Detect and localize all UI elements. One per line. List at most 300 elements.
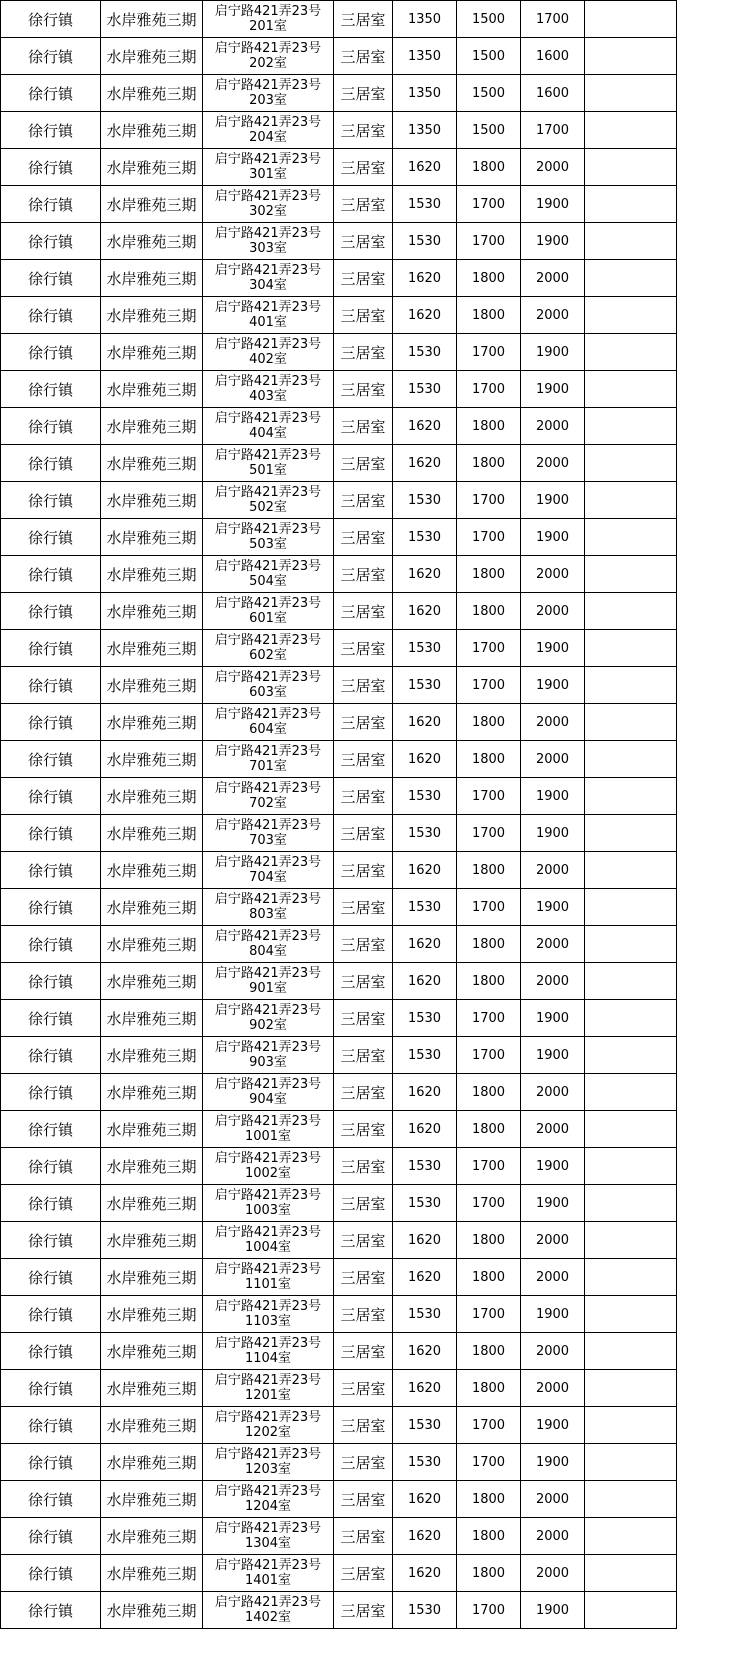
address-line: 启宁路421弄23号 bbox=[214, 263, 322, 278]
price-cell-3: 2000 bbox=[521, 1370, 585, 1407]
empty-cell bbox=[585, 778, 677, 815]
price-cell-3: 2000 bbox=[521, 1518, 585, 1555]
estate-cell: 水岸雅苑三期 bbox=[101, 1481, 203, 1518]
price-cell-2: 1800 bbox=[457, 1222, 521, 1259]
table-row bbox=[1, 1370, 677, 1407]
price-cell-2: 1700 bbox=[457, 186, 521, 223]
layout-cell: 三居室 bbox=[334, 445, 393, 482]
empty-cell bbox=[585, 1222, 677, 1259]
room-line: 201室 bbox=[249, 19, 287, 34]
address-line: 启宁路421弄23号 bbox=[214, 1188, 322, 1203]
empty-cell bbox=[585, 112, 677, 149]
table-row bbox=[1, 1592, 677, 1629]
price-cell-3: 1900 bbox=[521, 630, 585, 667]
price-cell-2: 1800 bbox=[457, 593, 521, 630]
empty-cell bbox=[585, 667, 677, 704]
price-cell-1: 1530 bbox=[393, 186, 457, 223]
table-row bbox=[1, 963, 677, 1000]
layout-cell: 三居室 bbox=[334, 852, 393, 889]
empty-cell bbox=[585, 1111, 677, 1148]
layout-cell: 三居室 bbox=[334, 38, 393, 75]
town-cell: 徐行镇 bbox=[1, 556, 101, 593]
layout-cell: 三居室 bbox=[334, 1333, 393, 1370]
empty-cell bbox=[585, 334, 677, 371]
room-line: 303室 bbox=[249, 241, 287, 256]
table-row bbox=[1, 408, 677, 445]
town-cell: 徐行镇 bbox=[1, 445, 101, 482]
price-cell-3: 2000 bbox=[521, 445, 585, 482]
address-line: 启宁路421弄23号 bbox=[214, 929, 322, 944]
price-cell-3: 1900 bbox=[521, 1407, 585, 1444]
town-cell: 徐行镇 bbox=[1, 1111, 101, 1148]
price-cell-3: 1700 bbox=[521, 112, 585, 149]
town-cell: 徐行镇 bbox=[1, 1407, 101, 1444]
price-cell-3: 2000 bbox=[521, 1259, 585, 1296]
price-cell-2: 1700 bbox=[457, 519, 521, 556]
price-cell-2: 1500 bbox=[457, 1, 521, 38]
price-cell-3: 2000 bbox=[521, 741, 585, 778]
price-cell-1: 1530 bbox=[393, 1185, 457, 1222]
price-cell-1: 1620 bbox=[393, 704, 457, 741]
address-cell bbox=[203, 519, 334, 556]
price-cell-1: 1620 bbox=[393, 852, 457, 889]
room-line: 702室 bbox=[249, 796, 287, 811]
empty-cell bbox=[585, 1481, 677, 1518]
layout-cell: 三居室 bbox=[334, 371, 393, 408]
address-line: 启宁路421弄23号 bbox=[214, 966, 322, 981]
price-cell-1: 1530 bbox=[393, 371, 457, 408]
room-line: 1202室 bbox=[244, 1425, 292, 1440]
empty-cell bbox=[585, 186, 677, 223]
room-line: 503室 bbox=[249, 537, 287, 552]
price-cell-3: 2000 bbox=[521, 408, 585, 445]
empty-cell bbox=[585, 1296, 677, 1333]
town-cell: 徐行镇 bbox=[1, 963, 101, 1000]
estate-cell: 水岸雅苑三期 bbox=[101, 778, 203, 815]
price-cell-3: 2000 bbox=[521, 149, 585, 186]
room-line: 704室 bbox=[249, 870, 287, 885]
price-cell-2: 1700 bbox=[457, 1407, 521, 1444]
empty-cell bbox=[585, 519, 677, 556]
town-cell: 徐行镇 bbox=[1, 1481, 101, 1518]
layout-cell: 三居室 bbox=[334, 667, 393, 704]
price-cell-2: 1800 bbox=[457, 1259, 521, 1296]
address-cell bbox=[203, 1000, 334, 1037]
table-row bbox=[1, 1222, 677, 1259]
layout-cell: 三居室 bbox=[334, 815, 393, 852]
empty-cell bbox=[585, 75, 677, 112]
empty-cell bbox=[585, 1518, 677, 1555]
table-row bbox=[1, 1481, 677, 1518]
estate-cell: 水岸雅苑三期 bbox=[101, 1148, 203, 1185]
address-line: 启宁路421弄23号 bbox=[214, 448, 322, 463]
price-cell-1: 1350 bbox=[393, 112, 457, 149]
address-line: 启宁路421弄23号 bbox=[214, 337, 322, 352]
layout-cell: 三居室 bbox=[334, 1555, 393, 1592]
address-line: 启宁路421弄23号 bbox=[214, 152, 322, 167]
town-cell: 徐行镇 bbox=[1, 667, 101, 704]
price-cell-2: 1800 bbox=[457, 297, 521, 334]
price-cell-2: 1700 bbox=[457, 1000, 521, 1037]
address-line: 启宁路421弄23号 bbox=[214, 374, 322, 389]
price-cell-1: 1530 bbox=[393, 667, 457, 704]
price-cell-2: 1700 bbox=[457, 223, 521, 260]
empty-cell bbox=[585, 1555, 677, 1592]
room-line: 501室 bbox=[249, 463, 287, 478]
empty-cell bbox=[585, 889, 677, 926]
price-cell-3: 1900 bbox=[521, 186, 585, 223]
room-line: 804室 bbox=[249, 944, 287, 959]
layout-cell: 三居室 bbox=[334, 1481, 393, 1518]
price-cell-2: 1800 bbox=[457, 852, 521, 889]
table-row bbox=[1, 1, 677, 38]
estate-cell: 水岸雅苑三期 bbox=[101, 1592, 203, 1629]
layout-cell: 三居室 bbox=[334, 1407, 393, 1444]
empty-cell bbox=[585, 963, 677, 1000]
table-row bbox=[1, 741, 677, 778]
price-cell-3: 2000 bbox=[521, 1111, 585, 1148]
estate-cell: 水岸雅苑三期 bbox=[101, 186, 203, 223]
town-cell: 徐行镇 bbox=[1, 149, 101, 186]
address-line: 启宁路421弄23号 bbox=[214, 1410, 322, 1425]
table-row bbox=[1, 482, 677, 519]
room-line: 803室 bbox=[249, 907, 287, 922]
price-cell-1: 1620 bbox=[393, 149, 457, 186]
price-cell-1: 1350 bbox=[393, 38, 457, 75]
address-line: 启宁路421弄23号 bbox=[214, 1299, 322, 1314]
price-cell-3: 2000 bbox=[521, 297, 585, 334]
price-cell-3: 2000 bbox=[521, 1333, 585, 1370]
layout-cell: 三居室 bbox=[334, 741, 393, 778]
room-line: 401室 bbox=[249, 315, 287, 330]
estate-cell: 水岸雅苑三期 bbox=[101, 593, 203, 630]
room-line: 1004室 bbox=[244, 1240, 292, 1255]
layout-cell: 三居室 bbox=[334, 926, 393, 963]
estate-cell: 水岸雅苑三期 bbox=[101, 852, 203, 889]
address-cell bbox=[203, 445, 334, 482]
address-cell bbox=[203, 556, 334, 593]
address-cell bbox=[203, 1444, 334, 1481]
estate-cell: 水岸雅苑三期 bbox=[101, 1333, 203, 1370]
price-cell-1: 1530 bbox=[393, 778, 457, 815]
price-cell-1: 1620 bbox=[393, 1222, 457, 1259]
price-cell-2: 1800 bbox=[457, 1074, 521, 1111]
empty-cell bbox=[585, 1, 677, 38]
empty-cell bbox=[585, 741, 677, 778]
town-cell: 徐行镇 bbox=[1, 297, 101, 334]
table-row bbox=[1, 556, 677, 593]
room-line: 301室 bbox=[249, 167, 287, 182]
price-cell-1: 1620 bbox=[393, 556, 457, 593]
room-line: 1201室 bbox=[244, 1388, 292, 1403]
empty-cell bbox=[585, 926, 677, 963]
estate-cell: 水岸雅苑三期 bbox=[101, 1111, 203, 1148]
price-cell-2: 1700 bbox=[457, 778, 521, 815]
layout-cell: 三居室 bbox=[334, 1111, 393, 1148]
address-line: 启宁路421弄23号 bbox=[214, 1558, 322, 1573]
estate-cell: 水岸雅苑三期 bbox=[101, 1444, 203, 1481]
price-cell-1: 1620 bbox=[393, 741, 457, 778]
empty-cell bbox=[585, 38, 677, 75]
empty-cell bbox=[585, 593, 677, 630]
price-cell-1: 1530 bbox=[393, 223, 457, 260]
town-cell: 徐行镇 bbox=[1, 75, 101, 112]
table-row bbox=[1, 1074, 677, 1111]
address-cell bbox=[203, 1259, 334, 1296]
price-cell-1: 1620 bbox=[393, 1370, 457, 1407]
layout-cell: 三居室 bbox=[334, 75, 393, 112]
estate-cell: 水岸雅苑三期 bbox=[101, 815, 203, 852]
address-cell bbox=[203, 704, 334, 741]
price-cell-2: 1700 bbox=[457, 482, 521, 519]
price-cell-3: 1900 bbox=[521, 519, 585, 556]
empty-cell bbox=[585, 482, 677, 519]
layout-cell: 三居室 bbox=[334, 112, 393, 149]
table-row bbox=[1, 1037, 677, 1074]
empty-cell bbox=[585, 223, 677, 260]
price-cell-1: 1620 bbox=[393, 1111, 457, 1148]
table-row bbox=[1, 112, 677, 149]
price-cell-1: 1350 bbox=[393, 1, 457, 38]
layout-cell: 三居室 bbox=[334, 1444, 393, 1481]
layout-cell: 三居室 bbox=[334, 223, 393, 260]
table-row bbox=[1, 334, 677, 371]
estate-cell: 水岸雅苑三期 bbox=[101, 704, 203, 741]
address-cell bbox=[203, 1555, 334, 1592]
price-cell-3: 1900 bbox=[521, 815, 585, 852]
layout-cell: 三居室 bbox=[334, 1037, 393, 1074]
layout-cell: 三居室 bbox=[334, 593, 393, 630]
address-cell bbox=[203, 593, 334, 630]
price-cell-1: 1530 bbox=[393, 1407, 457, 1444]
empty-cell bbox=[585, 260, 677, 297]
price-cell-2: 1800 bbox=[457, 1370, 521, 1407]
estate-cell: 水岸雅苑三期 bbox=[101, 297, 203, 334]
town-cell: 徐行镇 bbox=[1, 852, 101, 889]
price-cell-3: 2000 bbox=[521, 260, 585, 297]
address-line: 启宁路421弄23号 bbox=[214, 226, 322, 241]
room-line: 1402室 bbox=[244, 1610, 292, 1625]
address-cell bbox=[203, 963, 334, 1000]
table-row bbox=[1, 149, 677, 186]
address-line: 启宁路421弄23号 bbox=[214, 41, 322, 56]
price-cell-2: 1700 bbox=[457, 630, 521, 667]
address-line: 启宁路421弄23号 bbox=[214, 1447, 322, 1462]
price-cell-1: 1530 bbox=[393, 815, 457, 852]
town-cell: 徐行镇 bbox=[1, 741, 101, 778]
town-cell: 徐行镇 bbox=[1, 1592, 101, 1629]
address-line: 启宁路421弄23号 bbox=[214, 596, 322, 611]
empty-cell bbox=[585, 1370, 677, 1407]
price-cell-3: 1900 bbox=[521, 334, 585, 371]
price-cell-3: 2000 bbox=[521, 593, 585, 630]
table-row bbox=[1, 852, 677, 889]
layout-cell: 三居室 bbox=[334, 1, 393, 38]
price-cell-1: 1530 bbox=[393, 1592, 457, 1629]
room-line: 1304室 bbox=[244, 1536, 292, 1551]
price-cell-2: 1700 bbox=[457, 1444, 521, 1481]
price-cell-3: 1900 bbox=[521, 1037, 585, 1074]
table-row bbox=[1, 260, 677, 297]
town-cell: 徐行镇 bbox=[1, 704, 101, 741]
room-line: 1002室 bbox=[244, 1166, 292, 1181]
price-cell-2: 1800 bbox=[457, 260, 521, 297]
room-line: 703室 bbox=[249, 833, 287, 848]
address-line: 启宁路421弄23号 bbox=[214, 855, 322, 870]
room-line: 203室 bbox=[249, 93, 287, 108]
table-row bbox=[1, 38, 677, 75]
address-line: 启宁路421弄23号 bbox=[214, 1151, 322, 1166]
room-line: 402室 bbox=[249, 352, 287, 367]
room-line: 304室 bbox=[249, 278, 287, 293]
address-cell bbox=[203, 260, 334, 297]
address-cell bbox=[203, 1592, 334, 1629]
empty-cell bbox=[585, 1185, 677, 1222]
layout-cell: 三居室 bbox=[334, 334, 393, 371]
room-line: 1204室 bbox=[244, 1499, 292, 1514]
estate-cell: 水岸雅苑三期 bbox=[101, 1370, 203, 1407]
price-cell-2: 1700 bbox=[457, 371, 521, 408]
town-cell: 徐行镇 bbox=[1, 408, 101, 445]
room-line: 604室 bbox=[249, 722, 287, 737]
empty-cell bbox=[585, 371, 677, 408]
table-row bbox=[1, 704, 677, 741]
empty-cell bbox=[585, 297, 677, 334]
estate-cell: 水岸雅苑三期 bbox=[101, 408, 203, 445]
address-cell bbox=[203, 223, 334, 260]
address-cell bbox=[203, 38, 334, 75]
price-cell-2: 1800 bbox=[457, 1555, 521, 1592]
empty-cell bbox=[585, 1000, 677, 1037]
address-cell bbox=[203, 1185, 334, 1222]
table-row bbox=[1, 1296, 677, 1333]
address-cell bbox=[203, 112, 334, 149]
estate-cell: 水岸雅苑三期 bbox=[101, 149, 203, 186]
estate-cell: 水岸雅苑三期 bbox=[101, 260, 203, 297]
estate-cell: 水岸雅苑三期 bbox=[101, 112, 203, 149]
empty-cell bbox=[585, 1259, 677, 1296]
price-cell-3: 1900 bbox=[521, 1185, 585, 1222]
address-line: 启宁路421弄23号 bbox=[214, 300, 322, 315]
estate-cell: 水岸雅苑三期 bbox=[101, 741, 203, 778]
address-line: 启宁路421弄23号 bbox=[214, 1077, 322, 1092]
layout-cell: 三居室 bbox=[334, 704, 393, 741]
price-cell-1: 1530 bbox=[393, 1444, 457, 1481]
price-cell-3: 1900 bbox=[521, 1592, 585, 1629]
address-cell bbox=[203, 926, 334, 963]
price-cell-2: 1700 bbox=[457, 1592, 521, 1629]
price-cell-2: 1800 bbox=[457, 1333, 521, 1370]
price-cell-3: 2000 bbox=[521, 1555, 585, 1592]
table-row bbox=[1, 1000, 677, 1037]
address-line: 启宁路421弄23号 bbox=[214, 1003, 322, 1018]
town-cell: 徐行镇 bbox=[1, 519, 101, 556]
price-cell-2: 1800 bbox=[457, 1111, 521, 1148]
address-line: 启宁路421弄23号 bbox=[214, 744, 322, 759]
estate-cell: 水岸雅苑三期 bbox=[101, 1000, 203, 1037]
estate-cell: 水岸雅苑三期 bbox=[101, 889, 203, 926]
address-cell bbox=[203, 1481, 334, 1518]
estate-cell: 水岸雅苑三期 bbox=[101, 630, 203, 667]
address-cell bbox=[203, 741, 334, 778]
room-line: 601室 bbox=[249, 611, 287, 626]
town-cell: 徐行镇 bbox=[1, 1037, 101, 1074]
estate-cell: 水岸雅苑三期 bbox=[101, 1185, 203, 1222]
layout-cell: 三居室 bbox=[334, 556, 393, 593]
price-cell-3: 1900 bbox=[521, 667, 585, 704]
table-row bbox=[1, 593, 677, 630]
address-cell bbox=[203, 1074, 334, 1111]
address-cell bbox=[203, 186, 334, 223]
table-row bbox=[1, 1185, 677, 1222]
estate-cell: 水岸雅苑三期 bbox=[101, 223, 203, 260]
town-cell: 徐行镇 bbox=[1, 1185, 101, 1222]
address-line: 启宁路421弄23号 bbox=[214, 4, 322, 19]
price-cell-1: 1530 bbox=[393, 1148, 457, 1185]
empty-cell bbox=[585, 815, 677, 852]
room-line: 602室 bbox=[249, 648, 287, 663]
price-cell-1: 1620 bbox=[393, 1074, 457, 1111]
town-cell: 徐行镇 bbox=[1, 1296, 101, 1333]
room-line: 204室 bbox=[249, 130, 287, 145]
town-cell: 徐行镇 bbox=[1, 1000, 101, 1037]
layout-cell: 三居室 bbox=[334, 260, 393, 297]
price-cell-2: 1800 bbox=[457, 963, 521, 1000]
table-row bbox=[1, 223, 677, 260]
room-line: 404室 bbox=[249, 426, 287, 441]
price-cell-3: 1900 bbox=[521, 889, 585, 926]
price-cell-1: 1530 bbox=[393, 482, 457, 519]
address-line: 启宁路421弄23号 bbox=[214, 1114, 322, 1129]
estate-cell: 水岸雅苑三期 bbox=[101, 1407, 203, 1444]
price-cell-3: 1900 bbox=[521, 482, 585, 519]
room-line: 403室 bbox=[249, 389, 287, 404]
table-row bbox=[1, 1407, 677, 1444]
address-cell bbox=[203, 149, 334, 186]
town-cell: 徐行镇 bbox=[1, 1259, 101, 1296]
table-row bbox=[1, 1148, 677, 1185]
price-cell-3: 1900 bbox=[521, 1000, 585, 1037]
empty-cell bbox=[585, 1333, 677, 1370]
table-row bbox=[1, 186, 677, 223]
address-cell bbox=[203, 75, 334, 112]
price-cell-1: 1530 bbox=[393, 1037, 457, 1074]
table-row bbox=[1, 926, 677, 963]
price-cell-3: 1900 bbox=[521, 1444, 585, 1481]
town-cell: 徐行镇 bbox=[1, 889, 101, 926]
layout-cell: 三居室 bbox=[334, 1259, 393, 1296]
table-body bbox=[1, 1, 677, 1629]
layout-cell: 三居室 bbox=[334, 630, 393, 667]
town-cell: 徐行镇 bbox=[1, 1555, 101, 1592]
table-row bbox=[1, 667, 677, 704]
address-line: 启宁路421弄23号 bbox=[214, 1595, 322, 1610]
address-line: 启宁路421弄23号 bbox=[214, 1336, 322, 1351]
address-cell bbox=[203, 1518, 334, 1555]
table-row bbox=[1, 297, 677, 334]
layout-cell: 三居室 bbox=[334, 1222, 393, 1259]
price-cell-2: 1800 bbox=[457, 741, 521, 778]
address-cell bbox=[203, 1407, 334, 1444]
layout-cell: 三居室 bbox=[334, 778, 393, 815]
room-line: 202室 bbox=[249, 56, 287, 71]
address-cell bbox=[203, 297, 334, 334]
address-line: 启宁路421弄23号 bbox=[214, 633, 322, 648]
layout-cell: 三居室 bbox=[334, 482, 393, 519]
empty-cell bbox=[585, 1037, 677, 1074]
price-cell-2: 1700 bbox=[457, 815, 521, 852]
table-row bbox=[1, 1333, 677, 1370]
